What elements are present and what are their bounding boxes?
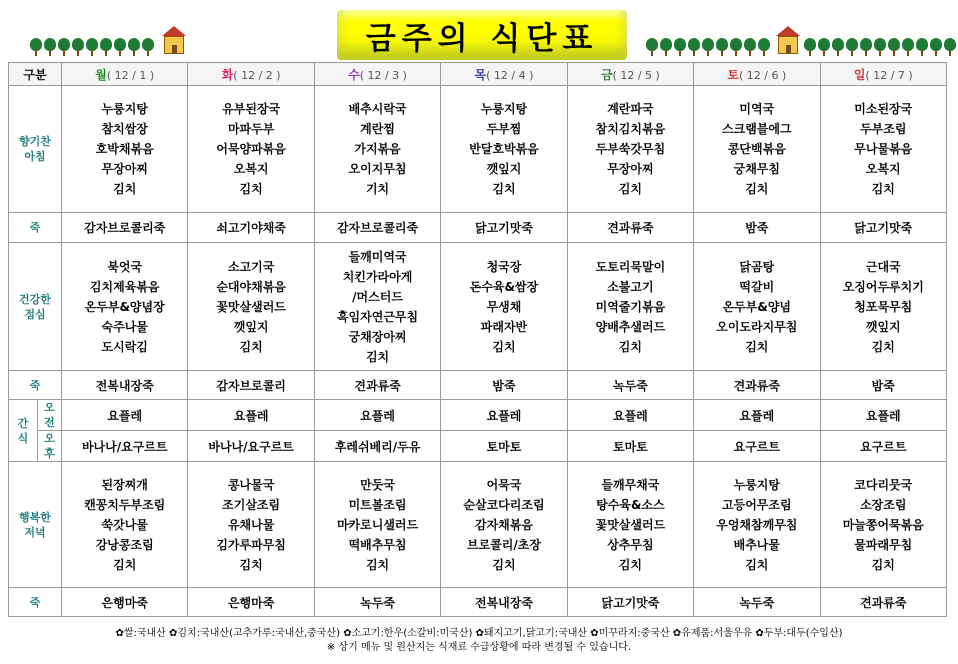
dish-item: 김치	[239, 339, 263, 354]
dish-item: 김치	[871, 557, 895, 572]
dish-item: 궁채무침	[733, 162, 780, 176]
dish-item: 김치	[745, 557, 769, 572]
category-label: 행복한	[19, 510, 51, 524]
porridge2-category	[9, 371, 62, 400]
snack-cell: 요구르트	[820, 431, 946, 462]
menu-cell	[820, 86, 946, 213]
dinner-row	[9, 462, 947, 588]
porridge-cell: 견과류죽	[694, 371, 820, 400]
menu-cell	[441, 462, 567, 588]
dish-item: 닭곰탕	[739, 259, 775, 274]
dish-item: 온두부&양념	[722, 299, 792, 314]
dish-item: 두부찜	[486, 122, 522, 136]
breakfast-category	[9, 86, 62, 213]
menu-cell	[820, 243, 946, 371]
porridge-cell: 감자브로콜리	[188, 371, 314, 400]
house-icon	[162, 26, 186, 54]
dish-item: 쑥갓나물	[101, 517, 148, 532]
dish-item: 오징어두루치기	[842, 279, 924, 294]
snack-am-row	[9, 400, 947, 431]
dish-item: 기치	[365, 182, 390, 196]
dish-item: 떡배추무침	[348, 537, 407, 552]
dish-item: 김치	[745, 339, 769, 354]
dish-item: 양배추샐러드	[595, 319, 666, 334]
tree-icon	[944, 38, 956, 56]
day-name: 일	[853, 67, 866, 82]
dish-item: 스크램블에그	[722, 122, 792, 136]
tree-icon	[58, 38, 70, 56]
porridge-cell: 견과류죽	[567, 213, 693, 243]
porridge-cell: 녹두죽	[694, 588, 820, 617]
tree-icon	[744, 38, 756, 56]
dish-item: 김치제육볶음	[89, 279, 160, 294]
menu-cell	[314, 86, 440, 213]
dish-item: 들깨무채국	[601, 477, 660, 492]
category-label: 전	[44, 416, 55, 429]
day-header-tue	[188, 63, 314, 86]
tree-icon	[716, 38, 728, 56]
dish-item: 두부쑥갓무침	[595, 142, 666, 156]
dish-item: 코다리뭇국	[854, 477, 913, 492]
menu-cell	[314, 243, 440, 371]
dish-item: 가지볶음	[354, 142, 401, 156]
tree-icon	[114, 38, 126, 56]
porridge-cell: 닭고기맛죽	[567, 588, 693, 617]
dish-item: 물파래무침	[854, 537, 913, 552]
porridge-cell: 전복내장죽	[441, 588, 567, 617]
porridge-row	[9, 588, 947, 617]
porridge1-category	[9, 213, 62, 243]
tree-icon	[30, 38, 42, 56]
tree-icon	[72, 38, 84, 56]
menu-cell	[567, 462, 693, 588]
dish-item: /머스터드	[352, 289, 403, 304]
dish-item: 콩나물국	[227, 477, 275, 492]
category-label: 오	[44, 432, 55, 445]
dish-item: 북엇국	[107, 259, 143, 274]
dish-item: 김치	[113, 182, 137, 196]
dish-item: 어묵양파볶음	[216, 142, 286, 156]
day-name: 월	[95, 67, 107, 82]
tree-icon	[730, 38, 742, 56]
category-label: 죽	[29, 221, 41, 234]
day-header-fri	[567, 63, 693, 86]
porridge3-category	[9, 588, 62, 617]
menu-cell	[441, 86, 567, 213]
dish-item: 누룽지탕	[480, 102, 528, 116]
dish-item: 유채나물	[227, 517, 275, 532]
porridge-cell: 감자브로콜리죽	[62, 213, 188, 243]
menu-cell	[567, 243, 693, 371]
category-label: 죽	[29, 378, 41, 392]
snack-category	[9, 400, 38, 462]
porridge-cell: 밤죽	[694, 213, 820, 243]
dish-item: 소장조림	[860, 497, 907, 512]
dish-item: 김치	[871, 339, 895, 354]
dish-item: 콩단백볶음	[727, 142, 786, 156]
dish-item: 김가루파무침	[216, 537, 286, 552]
porridge-cell: 감자브로콜리죽	[314, 213, 440, 243]
snack-am-label	[38, 400, 62, 431]
tree-icon	[804, 38, 816, 56]
tree-icon	[688, 38, 700, 56]
porridge-cell: 밤죽	[441, 371, 567, 400]
porridge-cell: 쇠고기야채죽	[188, 213, 314, 243]
tree-icon	[832, 38, 844, 56]
dish-item: 도토리묵말이	[595, 259, 666, 274]
dish-item: 김치	[113, 557, 137, 572]
dish-item: 김치	[239, 182, 263, 196]
porridge-cell: 녹두죽	[314, 588, 440, 617]
dish-item: 김치	[618, 182, 642, 196]
tree-icon	[128, 38, 140, 56]
dish-item: 깻잎지	[233, 319, 269, 334]
dish-item: 순살코다리조림	[463, 497, 545, 512]
dish-item: 참치쌈장	[101, 122, 148, 136]
snack-cell: 요플레	[694, 400, 820, 431]
tree-icon	[702, 38, 714, 56]
dish-item: 근대국	[865, 259, 901, 274]
tree-row-left	[30, 38, 154, 56]
dish-item: 두부조림	[860, 122, 907, 136]
dish-item: 치킨가라아게	[342, 269, 413, 284]
dish-item: 마파두부	[227, 122, 275, 136]
dish-item: 미소된장국	[854, 102, 913, 116]
dish-item: 된장찌개	[101, 477, 148, 492]
tree-icon	[100, 38, 112, 56]
tree-icon	[846, 38, 858, 56]
category-label: 식	[17, 431, 29, 445]
menu-cell	[188, 243, 314, 371]
porridge-cell: 녹두죽	[567, 371, 693, 400]
category-label: 점심	[24, 307, 46, 321]
porridge-row	[9, 371, 947, 400]
dish-item: 배추나물	[733, 537, 780, 552]
dish-item: 계란찜	[360, 122, 395, 136]
day-header-wed	[314, 63, 440, 86]
tree-icon	[930, 38, 942, 56]
menu-cell	[694, 86, 820, 213]
day-header-sat	[694, 63, 820, 86]
dish-item: 유부된장국	[222, 102, 281, 116]
snack-cell: 토마토	[441, 431, 567, 462]
menu-cell	[62, 86, 188, 213]
day-name: 금	[600, 67, 613, 82]
snack-pm-row	[9, 431, 947, 462]
menu-cell	[694, 462, 820, 588]
title-banner	[337, 10, 627, 60]
day-date: ( 12 / 6 )	[738, 68, 787, 82]
porridge-cell: 밤죽	[820, 371, 946, 400]
porridge-cell: 견과류죽	[314, 371, 440, 400]
dish-item: 떡갈비	[739, 279, 775, 294]
day-name: 토	[727, 67, 739, 82]
porridge-cell: 견과류죽	[820, 588, 946, 617]
dish-item: 김치	[492, 182, 516, 196]
header-row	[9, 63, 947, 86]
porridge-cell: 닭고기맛죽	[441, 213, 567, 243]
dish-item: 어묵국	[486, 477, 522, 492]
day-name: 화	[221, 67, 234, 82]
dish-item: 오복지	[865, 162, 901, 176]
tree-icon	[86, 38, 98, 56]
dish-item: 흑임자연근무침	[336, 309, 419, 324]
dish-item: 궁채장아찌	[348, 329, 407, 344]
dish-item: 파래자반	[480, 319, 528, 334]
menu-cell	[567, 86, 693, 213]
day-date: ( 12 / 2 )	[233, 68, 281, 82]
dish-item: 깻잎지	[486, 162, 522, 176]
dish-item: 김치	[745, 182, 769, 196]
snack-cell: 바나나/요구르트	[62, 431, 188, 462]
page-header	[0, 0, 958, 62]
tree-icon	[758, 38, 770, 56]
menu-cell	[62, 462, 188, 588]
category-label: 저녁	[24, 525, 46, 539]
dish-item: 누룽지탕	[733, 477, 780, 492]
tree-icon	[874, 38, 886, 56]
day-name: 수	[348, 67, 360, 82]
menu-cell	[188, 462, 314, 588]
dish-item: 소불고기	[607, 279, 654, 294]
day-header-thu	[441, 63, 567, 86]
menu-cell	[314, 462, 440, 588]
snack-cell: 요플레	[441, 400, 567, 431]
lunch-category	[9, 243, 62, 371]
tree-icon	[660, 38, 672, 56]
tree-icon	[860, 38, 872, 56]
day-name: 목	[474, 67, 487, 82]
snack-cell: 토마토	[567, 431, 693, 462]
dish-item: 김치	[365, 557, 390, 572]
dish-item: 돈수육&쌈장	[469, 279, 539, 294]
day-date: ( 12 / 3 )	[359, 68, 407, 82]
dish-item: 순대야채볶음	[216, 279, 286, 294]
category-label: 간	[17, 416, 29, 430]
dish-item: 캔꽁치두부조림	[84, 497, 166, 512]
house-icon	[776, 26, 800, 54]
day-header-mon	[62, 63, 188, 86]
snack-cell: 요플레	[314, 400, 440, 431]
lunch-row	[9, 243, 947, 371]
dish-item: 김치	[365, 349, 390, 364]
menu-cell	[188, 86, 314, 213]
dish-item: 도시락김	[101, 339, 148, 354]
dish-item: 김치	[239, 557, 263, 572]
snack-pm-label	[38, 431, 62, 462]
dish-item: 무나물볶음	[854, 142, 913, 156]
dish-item: 만둣국	[360, 477, 395, 492]
dish-item: 무장아찌	[101, 162, 148, 176]
dish-item: 상추무침	[607, 537, 654, 552]
tree-icon	[646, 38, 658, 56]
snack-cell: 요구르트	[694, 431, 820, 462]
category-label: 후	[44, 447, 55, 460]
dish-item: 마늘쫑어묵볶음	[842, 517, 924, 532]
day-date: ( 12 / 7 )	[865, 68, 913, 82]
dish-item: 김치	[618, 339, 642, 354]
dish-item: 김치	[492, 557, 516, 572]
menu-cell	[62, 243, 188, 371]
day-date: ( 12 / 5 )	[612, 68, 660, 82]
notice-note: ※ 상기 메뉴 및 원산지는 식재료 수급상황에 따라 변경될 수 있습니다.	[326, 642, 632, 653]
category-header: 구분	[9, 63, 62, 86]
dish-item: 마카로니샐러드	[336, 517, 419, 532]
dish-item: 소고기국	[227, 259, 275, 274]
dish-item: 우엉채참깨무침	[716, 517, 798, 532]
dish-item: 숙주나물	[101, 319, 148, 334]
day-date: ( 12 / 4 )	[486, 68, 534, 82]
menu-cell	[441, 243, 567, 371]
dish-item: 청포묵무침	[854, 299, 913, 314]
category-label: 죽	[29, 595, 41, 609]
dish-item: 감자채볶음	[474, 517, 533, 532]
tree-icon	[888, 38, 900, 56]
snack-cell: 바나나/요구르트	[188, 431, 314, 462]
breakfast-row	[9, 86, 947, 213]
dish-item: 오이지무침	[348, 162, 407, 176]
tree-icon	[44, 38, 56, 56]
porridge-row	[9, 213, 947, 243]
dish-item: 김치	[871, 182, 895, 196]
porridge-cell: 은행마죽	[188, 588, 314, 617]
menu-cell	[694, 243, 820, 371]
dish-item: 꽃맛살샐러드	[216, 299, 286, 314]
porridge-cell: 닭고기맛죽	[820, 213, 946, 243]
dish-item: 계란파국	[607, 102, 654, 116]
dish-item: 참치김치볶음	[595, 122, 666, 136]
dish-item: 무생채	[486, 299, 522, 314]
tree-icon	[902, 38, 914, 56]
dinner-category	[9, 462, 62, 588]
tree-icon	[142, 38, 154, 56]
dish-item: 반달호박볶음	[469, 142, 539, 156]
day-date: ( 12 / 1 )	[106, 68, 155, 82]
category-label: 오	[44, 401, 55, 414]
dish-item: 오이도라지무침	[716, 319, 798, 334]
snack-cell: 요플레	[62, 400, 188, 431]
menu-table	[8, 62, 947, 617]
snack-cell: 요플레	[188, 400, 314, 431]
porridge-cell: 은행마죽	[62, 588, 188, 617]
dish-item: 미역국	[739, 102, 775, 116]
dish-item: 브로콜리/초장	[467, 537, 541, 552]
dish-item: 무장아찌	[607, 162, 654, 176]
day-header-sun	[820, 63, 946, 86]
dish-item: 오복지	[233, 162, 269, 176]
dish-item: 누룽지탕	[101, 102, 148, 116]
dish-item: 온두부&양념장	[84, 299, 165, 314]
dish-item: 청국장	[486, 259, 522, 274]
dish-item: 배추시락국	[348, 102, 407, 116]
tree-row-right	[646, 38, 770, 56]
page-title: 금주의 식단표	[365, 20, 599, 57]
dish-item: 탕수육&소스	[596, 497, 665, 512]
snack-cell: 요플레	[820, 400, 946, 431]
origin-note: ✿쌀:국내산 ✿김치:국내산(고추가루:국내산,중국산) ✿소고기:한우(소갈비:미국산) ✿돼지고기,닭고기:국내산 ✿미꾸라지:중국산 ✿유제품:서울우유 ✿두부:대두(수입산)	[115, 628, 843, 639]
porridge-cell: 전복내장죽	[62, 371, 188, 400]
category-label: 건강한	[19, 292, 51, 306]
dish-item: 미역줄기볶음	[595, 299, 666, 314]
dish-item: 고등어무조림	[722, 497, 792, 512]
dish-item: 조기살조림	[222, 497, 281, 512]
tree-icon	[674, 38, 686, 56]
dish-item: 꽃맛살샐러드	[595, 517, 666, 532]
tree-row-right-2	[804, 38, 956, 56]
snack-cell: 요플레	[567, 400, 693, 431]
dish-item: 강낭콩조림	[95, 537, 154, 552]
tree-icon	[818, 38, 830, 56]
snack-cell: 후레쉬베리/두유	[314, 431, 440, 462]
category-label: 향기찬	[19, 135, 51, 148]
dish-item: 김치	[618, 557, 642, 572]
dish-item: 김치	[492, 339, 516, 354]
menu-cell	[820, 462, 946, 588]
tree-icon	[916, 38, 928, 56]
dish-item: 미트볼조림	[348, 497, 407, 512]
dish-item: 들깨미역국	[348, 249, 407, 264]
dish-item: 호박채볶음	[95, 142, 154, 156]
category-label: 아침	[24, 150, 46, 163]
dish-item: 깻잎지	[865, 319, 901, 334]
